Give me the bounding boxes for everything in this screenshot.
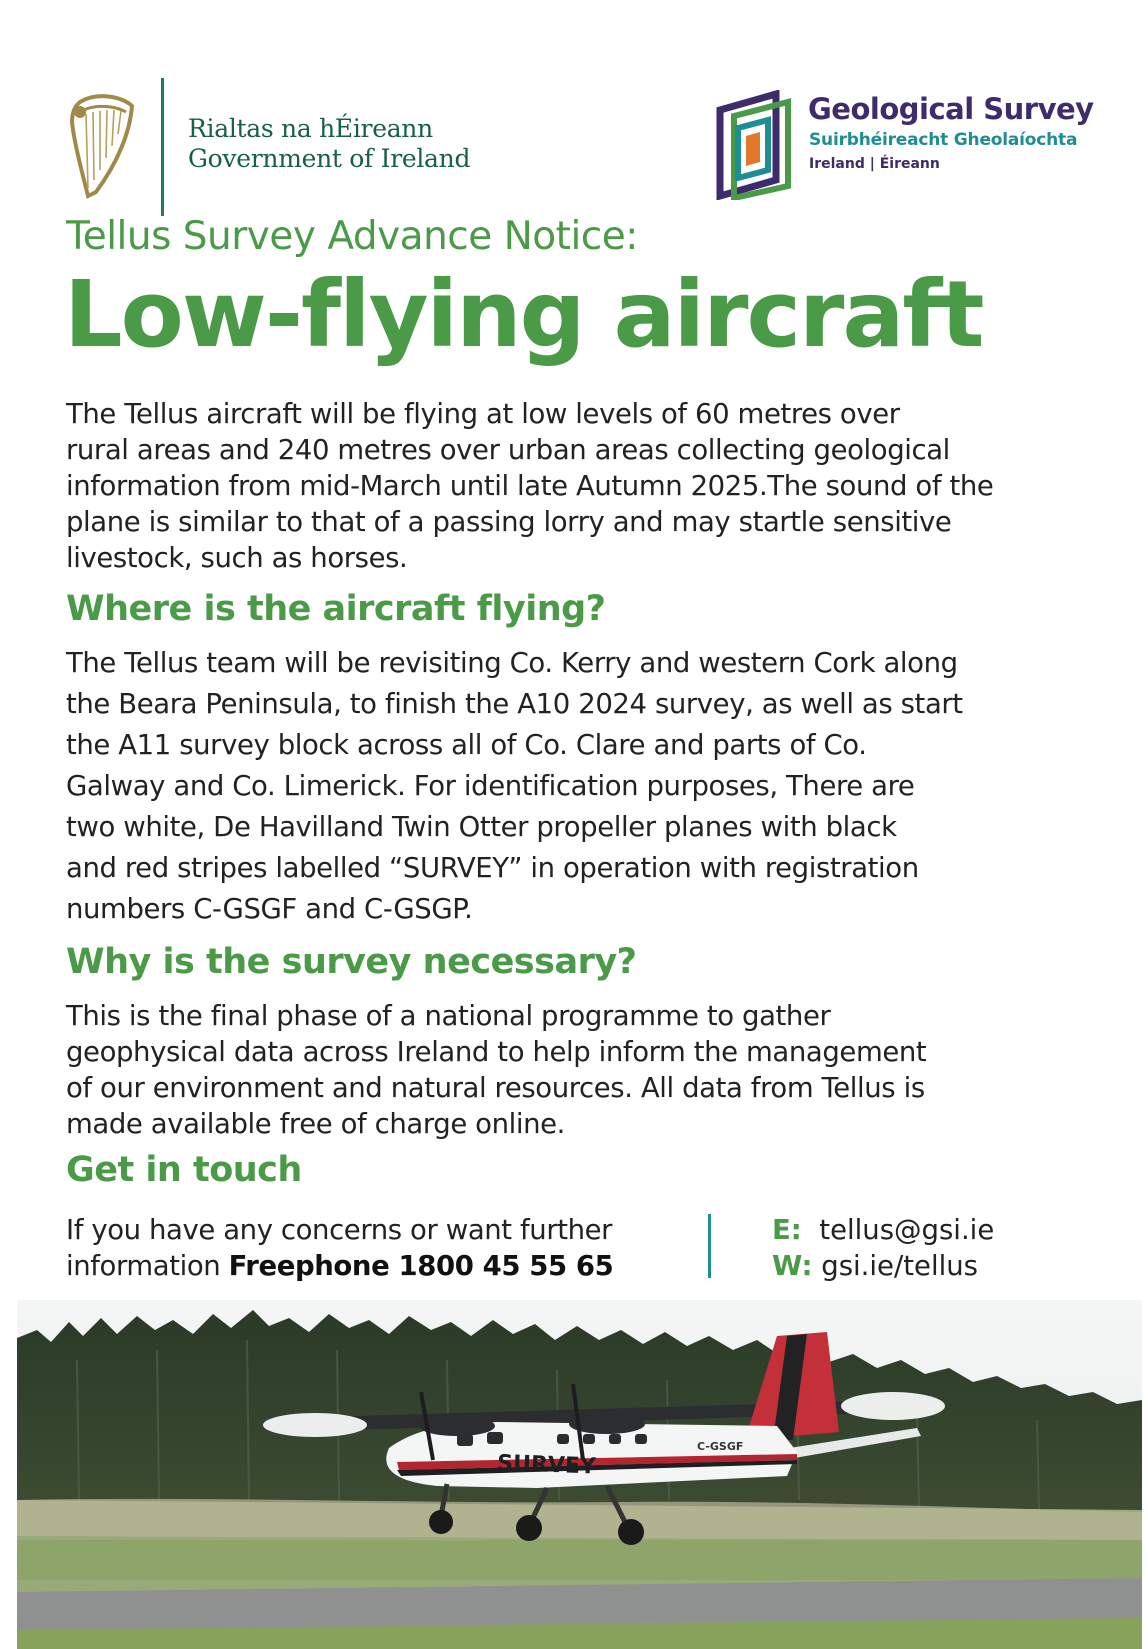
why-heading: Why is the survey necessary? — [66, 942, 637, 982]
web-link[interactable]: gsi.ie/tellus — [821, 1250, 978, 1282]
freephone-number[interactable]: Freephone 1800 45 55 65 — [228, 1250, 614, 1282]
where-heading: Where is the aircraft flying? — [66, 589, 606, 629]
fuselage-survey-label: SURVEY — [496, 1451, 597, 1480]
web-label: W: — [772, 1250, 813, 1282]
intro-line: livestock, such as horses. — [66, 542, 408, 574]
aircraft-photo-illustration — [17, 1300, 1142, 1649]
where-line: Galway and Co. Limerick. For identification purposes, There are — [66, 770, 915, 802]
why-line: made available free of charge online. — [66, 1108, 565, 1140]
contact-info-label: information — [66, 1250, 221, 1282]
intro-line: plane is similar to that of a passing lorry and may startle sensitive — [66, 506, 952, 538]
web-row — [772, 1248, 994, 1284]
gov-name-english: Government of Ireland — [188, 144, 471, 173]
intro-line: information from mid-March until late Autumn 2025.The sound of the — [66, 470, 994, 502]
gsi-country: Ireland | Éireann — [809, 156, 940, 172]
government-of-ireland-logo — [66, 78, 486, 216]
geological-survey-logo — [714, 88, 1134, 204]
where-line: the A11 survey block across all of Co. Clare and parts of Co. — [66, 729, 867, 761]
where-paragraph — [66, 643, 1096, 930]
why-line: This is the final phase of a national programme to gather — [66, 1000, 831, 1032]
email-row — [772, 1212, 994, 1248]
where-line: numbers C-GSGF and C-GSGP. — [66, 893, 473, 925]
email-label: E: — [772, 1214, 802, 1246]
logo-divider — [161, 78, 164, 216]
why-paragraph — [66, 998, 1096, 1142]
where-line: The Tellus team will be revisiting Co. Kerry and western Cork along — [66, 647, 958, 679]
aircraft-registration-label: C-GSGF — [697, 1440, 744, 1453]
gsi-title: Geological Survey — [808, 92, 1094, 126]
contact-divider — [708, 1214, 711, 1278]
contact-line — [66, 1248, 613, 1284]
contact-links — [772, 1212, 994, 1284]
where-line: the Beara Peninsula, to finish the A10 2024 survey, as well as start — [66, 688, 963, 720]
page-title: Low-flying aircraft — [64, 261, 983, 368]
intro-paragraph — [66, 396, 1096, 576]
gsi-subtitle: Suirbhéireacht Gheolaíochta — [809, 130, 1078, 150]
where-line: and red stripes labelled “SURVEY” in operation with registration — [66, 852, 919, 884]
survey-aircraft-photo — [17, 1300, 1142, 1649]
contact-phone-block — [66, 1212, 613, 1284]
geological-survey-mark-icon — [714, 90, 796, 200]
contact-heading: Get in touch — [66, 1150, 302, 1190]
government-name — [188, 114, 470, 174]
contact-line: If you have any concerns or want further — [66, 1214, 613, 1246]
why-line: of our environment and natural resources. All data from Tellus is — [66, 1072, 925, 1104]
intro-line: rural areas and 240 metres over urban areas collecting geological — [66, 434, 950, 466]
where-line: two white, De Havilland Twin Otter propeller planes with black — [66, 811, 897, 843]
gov-name-irish: Rialtas na hÉireann — [188, 114, 433, 143]
notice-kicker: Tellus Survey Advance Notice: — [66, 214, 638, 259]
why-line: geophysical data across Ireland to help inform the management — [66, 1036, 927, 1068]
email-link[interactable]: tellus@gsi.ie — [819, 1214, 995, 1246]
intro-line: The Tellus aircraft will be flying at low levels of 60 metres over — [66, 398, 900, 430]
harp-icon — [66, 92, 136, 200]
